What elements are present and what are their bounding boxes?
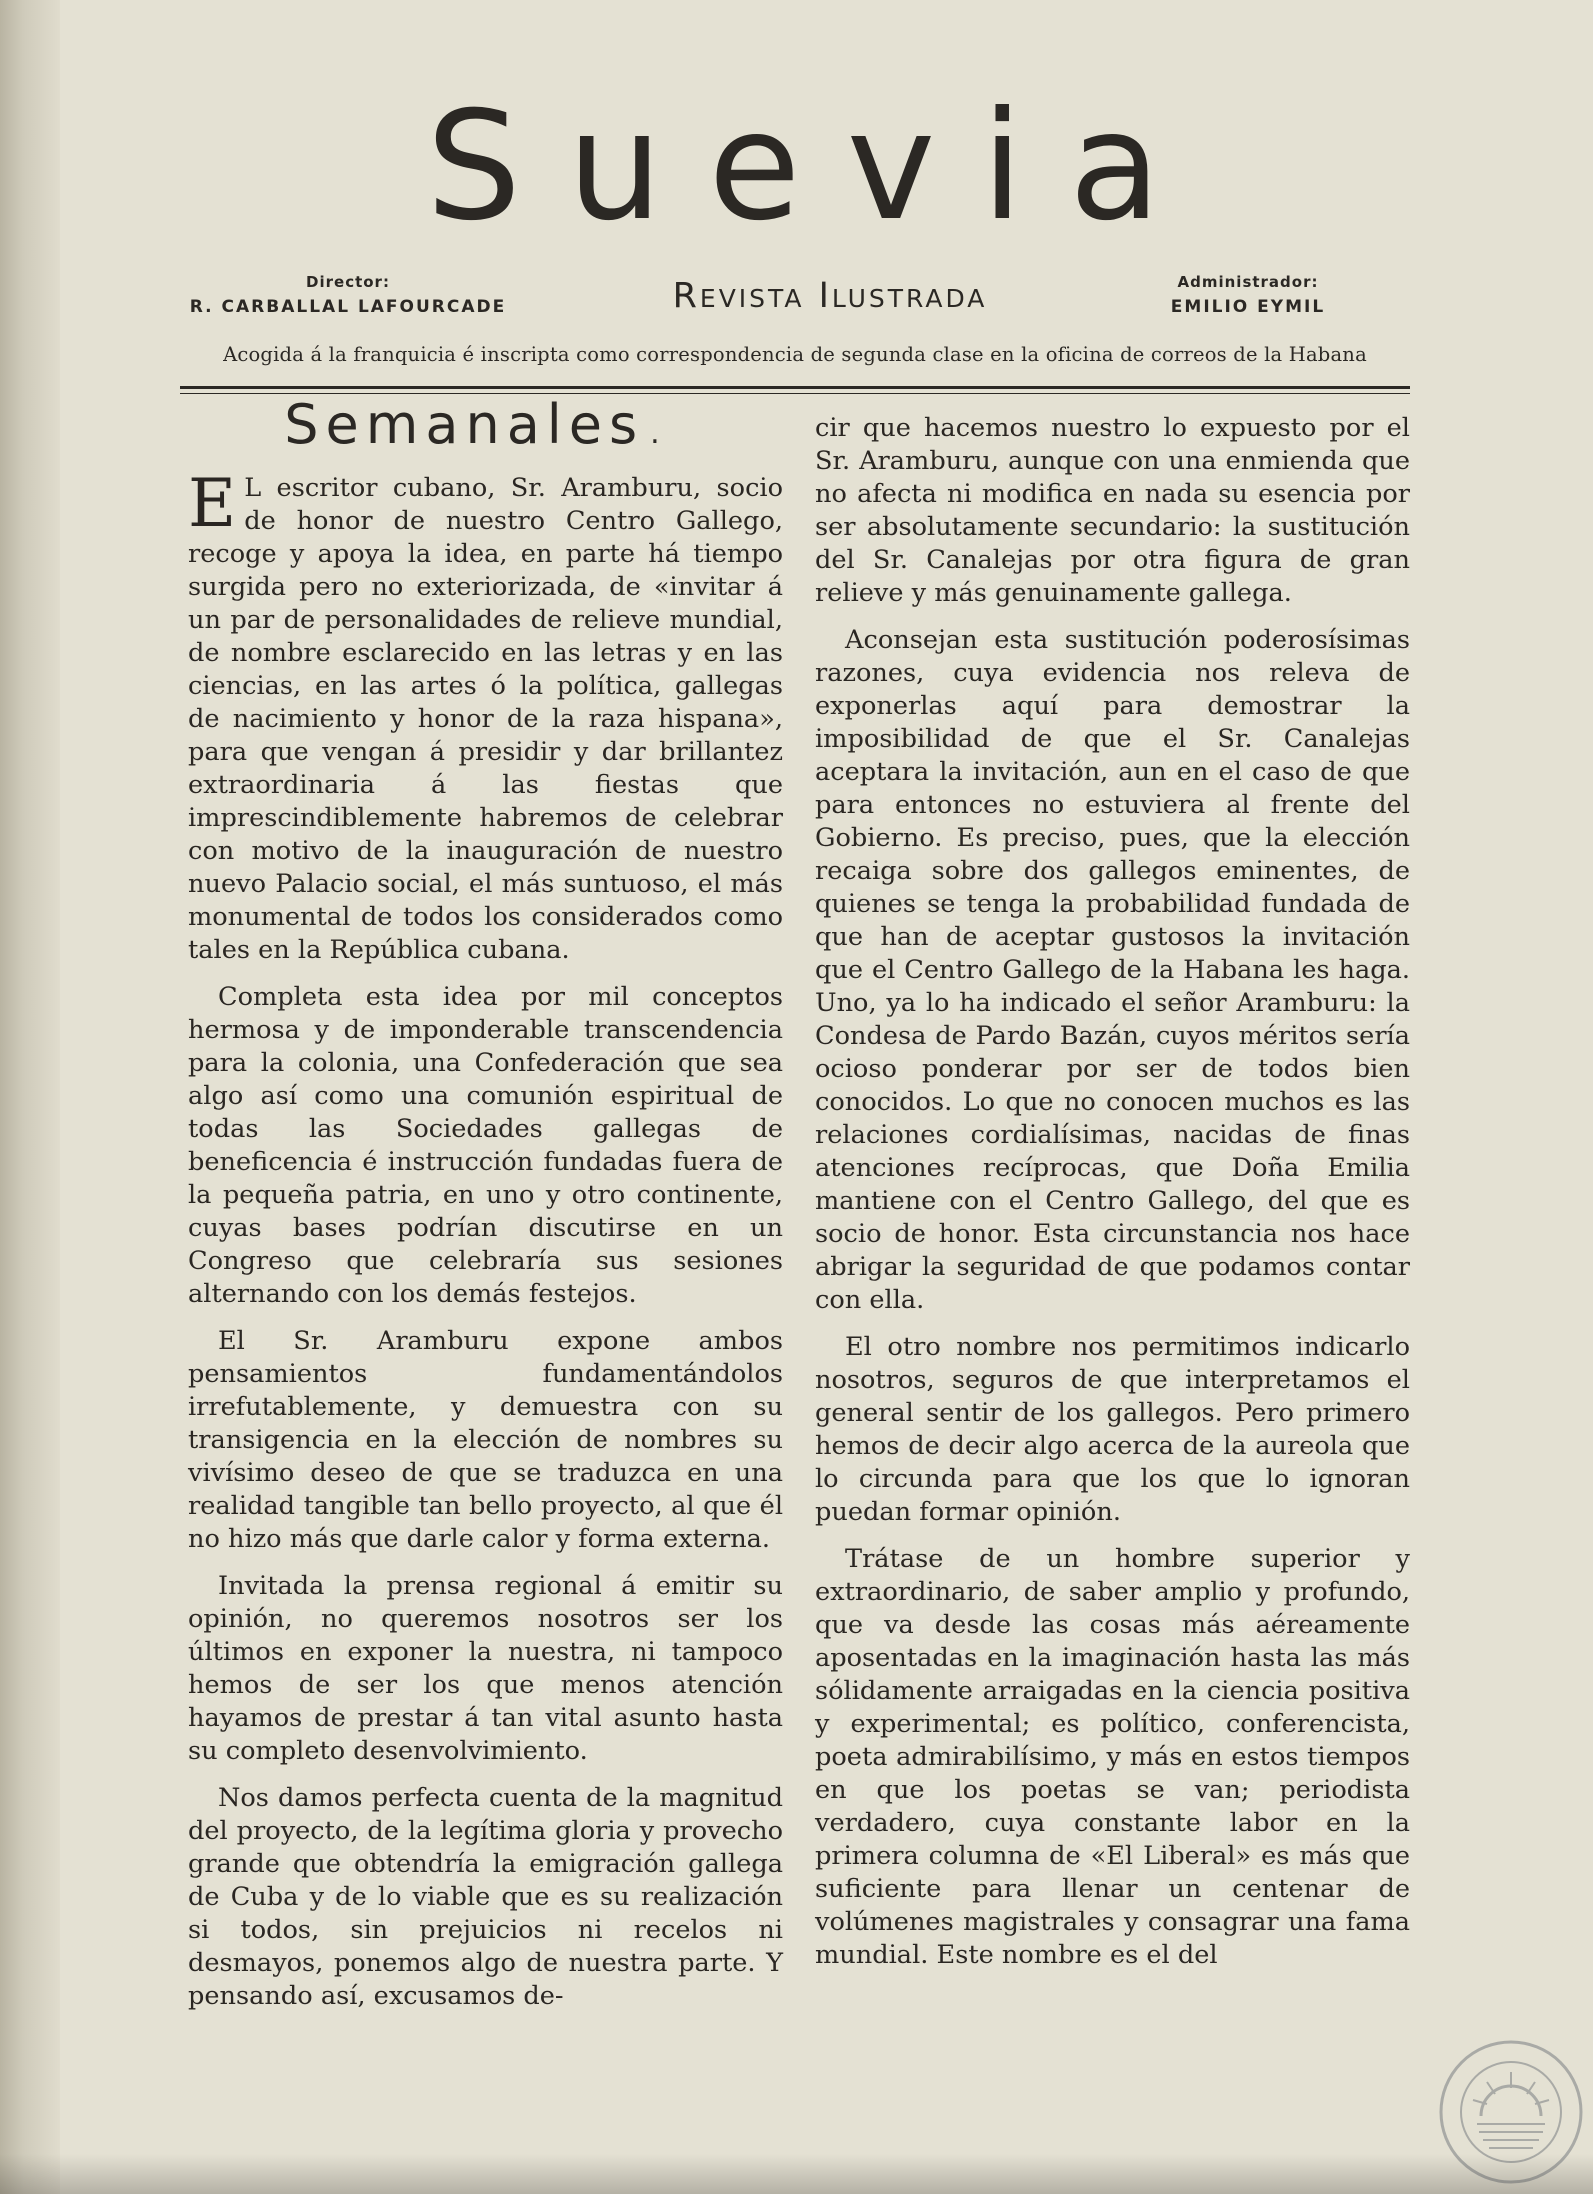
administrator-label: Administrador: (1177, 273, 1319, 291)
paragraph: Aconsejan esta sustitución poderosísimas razones, cuya evidencia nos releva de exponerlas aquí para demostrar la imposibilidad de que el Sr. Canalejas aceptara la invitación, aun en el caso de que para entonces no estuviera al frente del Gobierno. Es preciso, pues, que la elección recaiga sobre dos gallegos eminentes, de quienes se tenga la probabilidad fundada de que han de aceptar gustosos la invitación que el Centro Gallego de la Habana les haga. Uno, ya lo ha indicado el señor Aramburu: la Condesa de Pardo Bazán, cuyos méritos sería ocioso ponderar por ser de todos bien conocidos. Lo que no conocen muchos es las relaciones cordialísimas, nacidas de finas atenciones recíprocas, que Doña Emilia mantiene con el Centro Gallego, del que es socio de honor. Esta circunstancia nos hace abrigar la seguridad de que podamos contar con ella. (815, 625, 1410, 1315)
administrator-name: EMILIO EYMIL (1170, 297, 1326, 317)
franchise-note: Acogida á la franquicia é inscripta como correspondencia de segunda clase en la oficina de correos de la Habana (223, 343, 1367, 366)
header-rule-thick (180, 386, 1410, 389)
drop-cap: E (188, 465, 237, 542)
paragraph (188, 465, 783, 967)
director-label: Director: (306, 273, 390, 291)
article-title (188, 393, 783, 456)
director-block (178, 273, 518, 317)
paragraph: Nos damos perfecta cuenta de la magnitud del proyecto, de la legítima gloria y provecho grande que obtendría la emigración gallega de Cuba y de lo viable que es su realización si todos, sin prejuicios ni recelos ni desmayos, ponemos algo de nuestra parte. Y pensando así, excusamos de- (188, 1783, 783, 2011)
paragraph: El otro nombre nos permitimos indicarlo nosotros, seguros de que interpretamos el general sentir de los gallegos. Pero primero hemos de decir algo acerca de la aureola que lo circunda para que los que lo ignoran puedan formar opinión. (815, 1332, 1410, 1527)
article-column-left (188, 393, 783, 2013)
administrator-block (1128, 273, 1368, 317)
paragraph: Trátase de un hombre superior y extraordinario, de saber amplio y profundo, que va desde las cosas más aéreamente aposentadas en la imaginación hasta las más sólidamente arraigadas en la ciencia positiva y experimental; es político, conferencista, poeta admirabilísimo, y más en estos tiempos en que los poetas se van; periodista verdadero, cuya constante labor en la primera columna de «El Liberal» es más que suficiente para llenar un centenar de volúmenes magistrales y consagrar una fama mundial. Este nombre es el del (815, 1544, 1410, 1970)
paragraph: cir que hacemos nuestro lo expuesto por el Sr. Aramburu, aunque con una enmienda que no afecta ni modifica en nada su esencia por ser absolutamente secundario: la sustitución del Sr. Canalejas por otra figura de gran relieve y más genuinamente gallega. (815, 413, 1410, 608)
masthead-title: Suevia (426, 80, 1207, 254)
paragraph: Completa esta idea por mil conceptos hermosa y de imponderable transcendencia para la colonia, una Confederación que sea algo así como una comunión espiritual de todas las Sociedades gallegas de beneficencia é instrucción fundadas fuera de la pequeña patria, en uno y otro continente, cuyas bases podrían discutirse en un Congreso que celebraría sus sesiones alternando con los demás festejos. (188, 982, 783, 1309)
title-dot: . (650, 416, 667, 451)
article-column-right (815, 412, 1410, 1972)
paragraph: Invitada la prensa regional á emitir su opinión, no queremos nosotros ser los últimos en exponer la nuestra, ni tampoco hemos de ser los que menos atención hayamos de prestar á tan vital asunto hasta su completo desenvolvimiento. (188, 1571, 783, 1766)
paragraph: El Sr. Aramburu expone ambos pensamientos fundamentándolos irrefutablemente, y demuestra con su transigencia en la elección de nombres su vivísimo deseo de que se traduzca en una realidad tangible tan bello proyecto, al que él no hizo más que darle calor y forma externa. (188, 1326, 783, 1554)
masthead-subtitle: Revista Ilustrada (672, 276, 988, 316)
paragraph-text: L escritor cubano, Sr. Aramburu, socio de honor de nuestro Centro Gallego, recoge y apoya la idea, en parte há tiempo surgida pero no exteriorizada, de «invitar á un par de personalidades de relieve mundial, de nombre esclarecido en las letras y en las ciencias, en las artes ó la política, gallegas de nacimiento y honor de la raza hispana», para que vengan á presidir y dar brillantez extraordinaria á las fiestas que imprescindiblemente habremos de celebrar con motivo de la inauguración de nuestro nuevo Palacio social, el más suntuoso, el más monumental de todos los considerados como tales en la República cubana. (188, 473, 783, 965)
library-seal-icon (1437, 2038, 1585, 2186)
director-name: R. CARBALLAL LAFOURCADE (189, 297, 507, 317)
article-title-text: Semanales (284, 393, 645, 456)
